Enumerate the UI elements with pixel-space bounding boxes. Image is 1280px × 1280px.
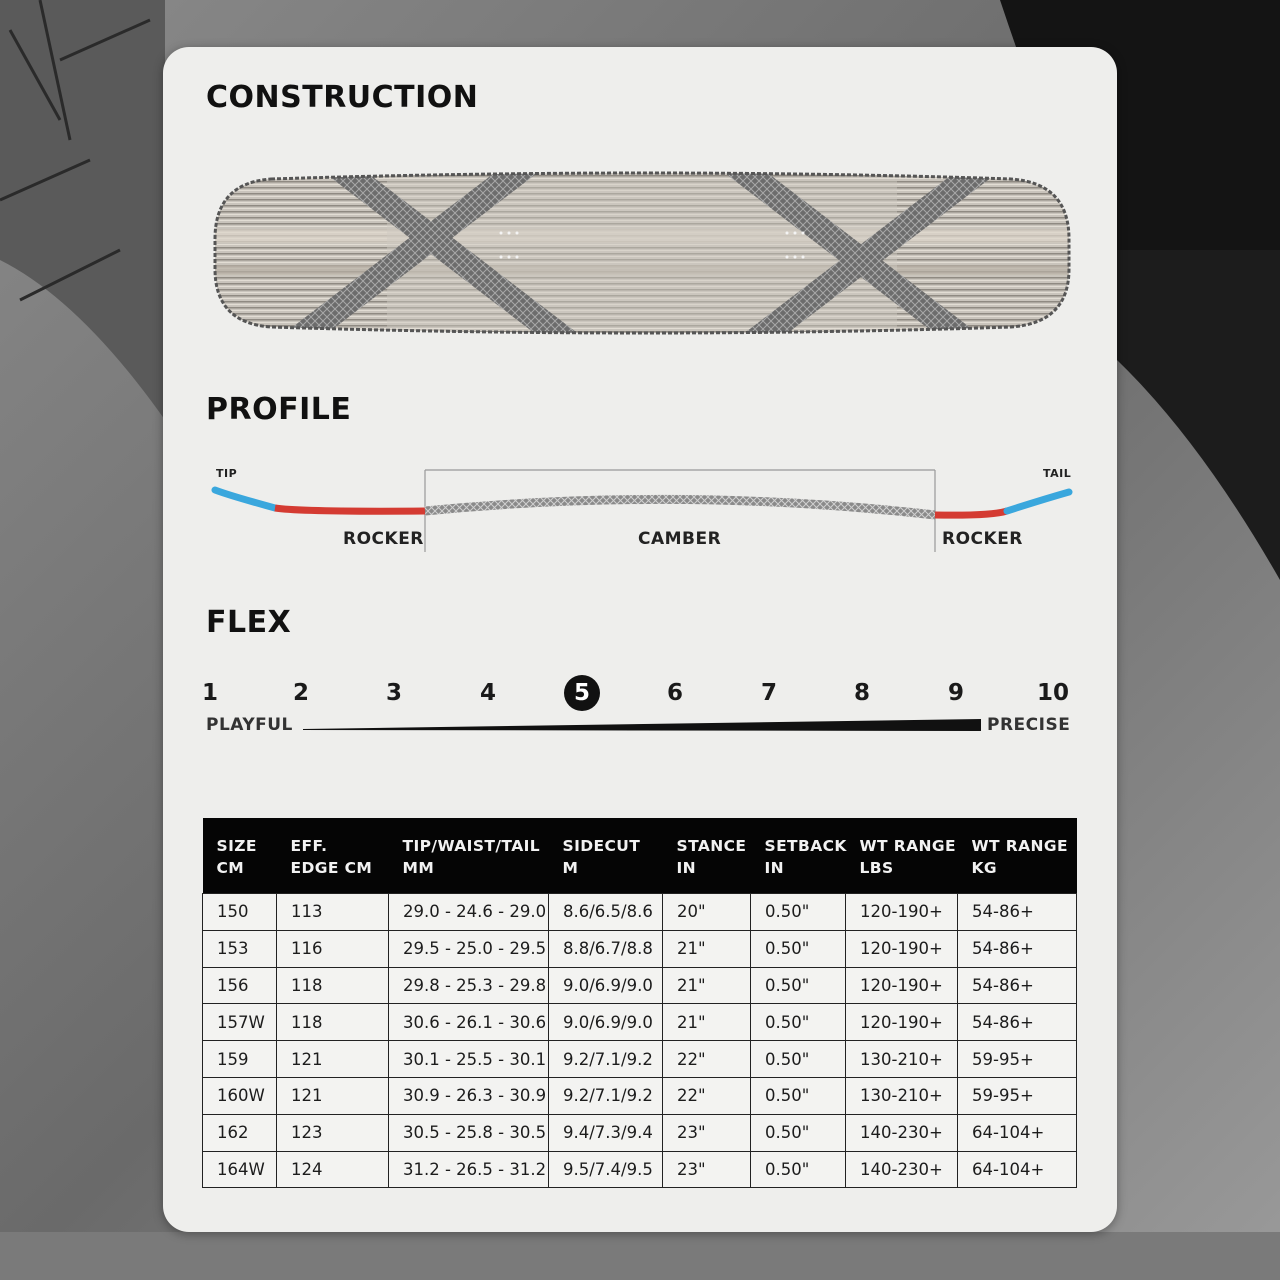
- flex-value-6: 6: [666, 680, 683, 706]
- flex-scale: [163, 675, 1117, 715]
- cell-tip-waist-tail: 30.5 - 25.8 - 30.5: [389, 1114, 549, 1151]
- cell-sidecut: 9.0/6.9/9.0: [549, 1004, 663, 1041]
- flex-heading: FLEX: [206, 605, 292, 640]
- cell-wt-kg: 54-86+: [958, 1004, 1077, 1041]
- flex-value-7: 7: [760, 680, 777, 706]
- cell-sidecut: 8.6/6.5/8.6: [549, 894, 663, 931]
- cell-wt-kg: 54-86+: [958, 930, 1077, 967]
- cell-eff-edge: 116: [277, 930, 389, 967]
- cell-sidecut: 9.2/7.1/9.2: [549, 1041, 663, 1078]
- table-row: [203, 930, 1077, 967]
- cell-wt-kg: 59-95+: [958, 1077, 1077, 1114]
- cell-setback: 0.50": [751, 1114, 846, 1151]
- flex-value-9: 9: [947, 680, 964, 706]
- cell-size: 160W: [203, 1077, 277, 1114]
- header-size-cm: SIZE CM: [203, 818, 277, 894]
- spec-card: [163, 47, 1117, 1232]
- size-spec-table: [202, 818, 1077, 1188]
- cell-eff-edge: 118: [277, 1004, 389, 1041]
- profile-camber-label: CAMBER: [638, 529, 722, 549]
- header-eff-edge-cm: EFF. EDGE CM: [277, 818, 389, 894]
- flex-max-label: PRECISE: [987, 715, 1071, 735]
- cell-eff-edge: 118: [277, 967, 389, 1004]
- flex-value-3: 3: [385, 680, 402, 706]
- cell-wt-kg: 54-86+: [958, 894, 1077, 931]
- cell-wt-lbs: 120-190+: [846, 930, 958, 967]
- table-row: [203, 967, 1077, 1004]
- header-wt-range-lbs: WT RANGE LBS: [846, 818, 958, 894]
- cell-tip-waist-tail: 29.5 - 25.0 - 29.5: [389, 930, 549, 967]
- header-sidecut-m: SIDECUT M: [549, 818, 663, 894]
- cell-wt-kg: 64-104+: [958, 1114, 1077, 1151]
- header-stance-in: STANCE IN: [663, 818, 751, 894]
- header-setback-in: SETBACK IN: [751, 818, 846, 894]
- flex-value-4: 4: [479, 680, 496, 706]
- cell-sidecut: 9.5/7.4/9.5: [549, 1151, 663, 1188]
- header-tip-waist-tail-mm: TIP/WAIST/TAIL MM: [389, 818, 549, 894]
- flex-value-10: 10: [1036, 680, 1069, 706]
- profile-tip-label: TIP: [216, 467, 238, 480]
- table-row: [203, 1151, 1077, 1188]
- flex-value-8: 8: [853, 680, 870, 706]
- cell-wt-lbs: 140-230+: [846, 1151, 958, 1188]
- cell-stance: 20": [663, 894, 751, 931]
- cell-wt-lbs: 130-210+: [846, 1077, 958, 1114]
- table-row: [203, 1114, 1077, 1151]
- cell-eff-edge: 113: [277, 894, 389, 931]
- cell-sidecut: 9.2/7.1/9.2: [549, 1077, 663, 1114]
- board-construction-illustration: [211, 169, 1073, 337]
- cell-size: 164W: [203, 1151, 277, 1188]
- cell-size: 159: [203, 1041, 277, 1078]
- profile-tail-label: TAIL: [1043, 467, 1072, 480]
- cell-size: 153: [203, 930, 277, 967]
- profile-heading: PROFILE: [206, 392, 352, 427]
- table-row: [203, 894, 1077, 931]
- cell-tip-waist-tail: 29.8 - 25.3 - 29.8: [389, 967, 549, 1004]
- cell-tip-waist-tail: 30.1 - 25.5 - 30.1: [389, 1041, 549, 1078]
- cell-wt-lbs: 130-210+: [846, 1041, 958, 1078]
- header-wt-range-kg: WT RANGE KG: [958, 818, 1077, 894]
- cell-sidecut: 9.4/7.3/9.4: [549, 1114, 663, 1151]
- cell-sidecut: 8.8/6.7/8.8: [549, 930, 663, 967]
- cell-setback: 0.50": [751, 1004, 846, 1041]
- cell-stance: 23": [663, 1151, 751, 1188]
- flex-min-label: PLAYFUL: [206, 715, 293, 735]
- cell-wt-lbs: 120-190+: [846, 894, 958, 931]
- cell-size: 156: [203, 967, 277, 1004]
- cell-setback: 0.50": [751, 1041, 846, 1078]
- flex-value-5-selected: 5: [564, 675, 600, 711]
- cell-tip-waist-tail: 30.6 - 26.1 - 30.6: [389, 1004, 549, 1041]
- cell-size: 162: [203, 1114, 277, 1151]
- cell-wt-lbs: 120-190+: [846, 967, 958, 1004]
- profile-rocker-left-label: ROCKER: [343, 529, 424, 549]
- flex-value-1: 1: [201, 680, 218, 706]
- table-header-row: [203, 818, 1077, 894]
- cell-setback: 0.50": [751, 894, 846, 931]
- profile-tip-segment: [215, 490, 275, 508]
- construction-heading: CONSTRUCTION: [206, 80, 479, 115]
- cell-stance: 22": [663, 1041, 751, 1078]
- cell-wt-lbs: 120-190+: [846, 1004, 958, 1041]
- cell-stance: 21": [663, 1004, 751, 1041]
- cell-wt-kg: 54-86+: [958, 967, 1077, 1004]
- profile-tail-segment: [1007, 492, 1069, 511]
- table-row: [203, 1077, 1077, 1114]
- profile-camber-segment: [425, 499, 935, 515]
- cell-setback: 0.50": [751, 1151, 846, 1188]
- cell-stance: 22": [663, 1077, 751, 1114]
- cell-wt-lbs: 140-230+: [846, 1114, 958, 1151]
- cell-setback: 0.50": [751, 1077, 846, 1114]
- cell-size: 157W: [203, 1004, 277, 1041]
- table-row: [203, 1041, 1077, 1078]
- profile-rocker-left-segment: [275, 508, 425, 511]
- cell-stance: 23": [663, 1114, 751, 1151]
- cell-tip-waist-tail: 31.2 - 26.5 - 31.2: [389, 1151, 549, 1188]
- cell-stance: 21": [663, 930, 751, 967]
- cell-wt-kg: 64-104+: [958, 1151, 1077, 1188]
- cell-tip-waist-tail: 30.9 - 26.3 - 30.9: [389, 1077, 549, 1114]
- cell-sidecut: 9.0/6.9/9.0: [549, 967, 663, 1004]
- flex-value-2: 2: [292, 680, 309, 706]
- cell-eff-edge: 121: [277, 1041, 389, 1078]
- profile-rocker-right-segment: [935, 511, 1007, 515]
- cell-setback: 0.50": [751, 930, 846, 967]
- cell-setback: 0.50": [751, 967, 846, 1004]
- cell-wt-kg: 59-95+: [958, 1041, 1077, 1078]
- cell-eff-edge: 124: [277, 1151, 389, 1188]
- profile-rocker-right-label: ROCKER: [942, 529, 1023, 549]
- cell-eff-edge: 121: [277, 1077, 389, 1114]
- table-row: [203, 1004, 1077, 1041]
- cell-tip-waist-tail: 29.0 - 24.6 - 29.0: [389, 894, 549, 931]
- cell-stance: 21": [663, 967, 751, 1004]
- flex-wedge-indicator: [283, 715, 983, 735]
- cell-size: 150: [203, 894, 277, 931]
- cell-eff-edge: 123: [277, 1114, 389, 1151]
